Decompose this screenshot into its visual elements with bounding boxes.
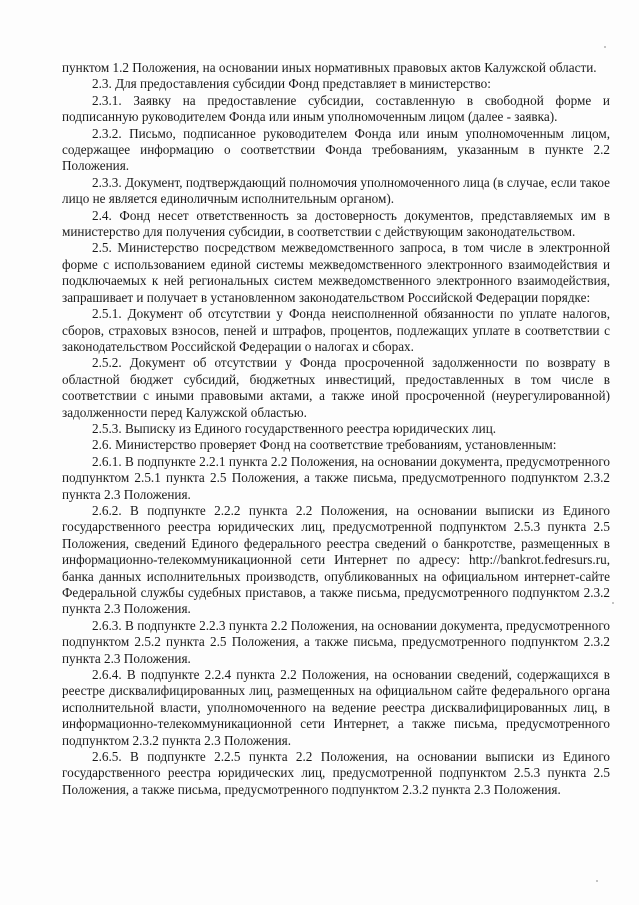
paragraph-2-3: 2.3. Для предоставления субсидии Фонд представляет в министерство: bbox=[92, 76, 491, 92]
scan-speck bbox=[604, 46, 606, 48]
paragraph-2-6-4: 2.6.4. В подпункте 2.2.4 пункта 2.2 Положения, на основании сведений, содержащихся в реестре дисквалифицированных лиц, размещенных на официальном сайте федерального органа исполнительной власти, уполномоченного на ведение реестра дисквалифицированных лиц, в информационно-телекоммуникационной сети Интернет, а также письма, предусмотренного подпунктом 2.3.2 пункта 2.3 Положения. bbox=[62, 667, 610, 748]
paragraph-2-6-3: 2.6.3. В подпункте 2.2.3 пункта 2.2 Положения, на основании документа, предусмотренного подпунктом 2.5.2 пункта 2.5 Положения, а также письма, предусмотренного подпунктом 2.3.2 пункта 2.3 Положения. bbox=[62, 617, 610, 666]
paragraph-2-6-1: 2.6.1. В подпункте 2.2.1 пункта 2.2 Положения, на основании документа, предусмотренного подпунктом 2.5.1 пункта 2.5 Положения, а также письма, предусмотренного подпунктом 2.3.2 пункта 2.3 Положения. bbox=[62, 453, 610, 502]
paragraph-continuation: пунктом 1.2 Положения, на основании иных нормативных правовых актов Калужской области. bbox=[62, 60, 597, 75]
paragraph-2-6-2: 2.6.2. В подпункте 2.2.2 пункта 2.2 Положения, на основании выписки из Единого государственного реестра юридических лиц, предусмотренной подпунктом 2.5.3 пункта 2.5 Положения, сведений Единого федерального реестра сведений о банкротстве, размещенных в информационно-телекоммуникационной сети Интернет по адресу: http://bankrot.fedresurs.ru, банка данных исполнительных производств, опубликованных на официальном интернет-сайте Федеральной службы судебных приставов, а также письма, предусмотренного подпунктом 2.3.2 пункта 2.3 Положения. bbox=[62, 502, 610, 617]
scan-speck bbox=[612, 602, 614, 604]
scan-speck bbox=[596, 880, 598, 882]
paragraph-2-5-1: 2.5.1. Документ об отсутствии у Фонда неисполненной обязанности по уплате налогов, сборов, страховых взносов, пеней и штрафов, процентов, подлежащих уплате в соответствии с законодательством Российской Федерации о налогах и сборах. bbox=[62, 306, 610, 354]
paragraph-2-5-2: 2.5.2. Документ об отсутствии у Фонда просроченной задолженности по возврату в областной бюджет субсидий, бюджетных инвестиций, предоставленных в том числе в соответствии с иными правовыми актами, а также иной просроченной (неурегулированной) задолженности перед Калужской областью. bbox=[62, 355, 610, 420]
paragraph-2-4: 2.4. Фонд несет ответственность за достоверность документов, представляемых им в министерство для получения субсидии, в соответствии с действующим законодательством. bbox=[62, 207, 610, 240]
paragraph-2-3-1: 2.3.1. Заявку на предоставление субсидии, составленную в свободной форме и подписанную руководителем Фонда или иным уполномоченным лицом (далее - заявка). bbox=[62, 92, 610, 125]
paragraph-2-6: 2.6. Министерство проверяет Фонд на соответствие требованиям, установленным: bbox=[92, 437, 557, 453]
document-body bbox=[62, 60, 610, 798]
paragraph-2-6-5: 2.6.5. В подпункте 2.2.5 пункта 2.2 Положения, на основании выписки из Единого государственного реестра юридических лиц, предусмотренной подпунктом 2.5.3 пункта 2.5 Положения, а также письма, предусмотренного подпунктом 2.3.2 пункта 2.3 Положения. bbox=[62, 749, 610, 797]
paragraph-2-3-2: 2.3.2. Письмо, подписанное руководителем Фонда или иным уполномоченным лицом, содержащее информацию о соответствии Фонда требованиям, указанным в пункте 2.2 Положения. bbox=[62, 125, 610, 174]
paragraph-2-5-3: 2.5.3. Выписку из Единого государственного реестра юридических лиц. bbox=[92, 420, 497, 436]
paragraph-2-3-3: 2.3.3. Документ, подтверждающий полномочия уполномоченного лица (в случае, если такое лицо не является единоличным исполнительным органом). bbox=[62, 174, 610, 207]
paragraph-2-5: 2.5. Министерство посредством межведомственного запроса, в том числе в электронной форме с использованием единой системы межведомственного электронного взаимодействия и подключаемых к ней региональных систем межведомственного электронного взаимодействия, запрашивает и получает в установленном законодательством Российской Федерации порядке: bbox=[62, 240, 610, 305]
